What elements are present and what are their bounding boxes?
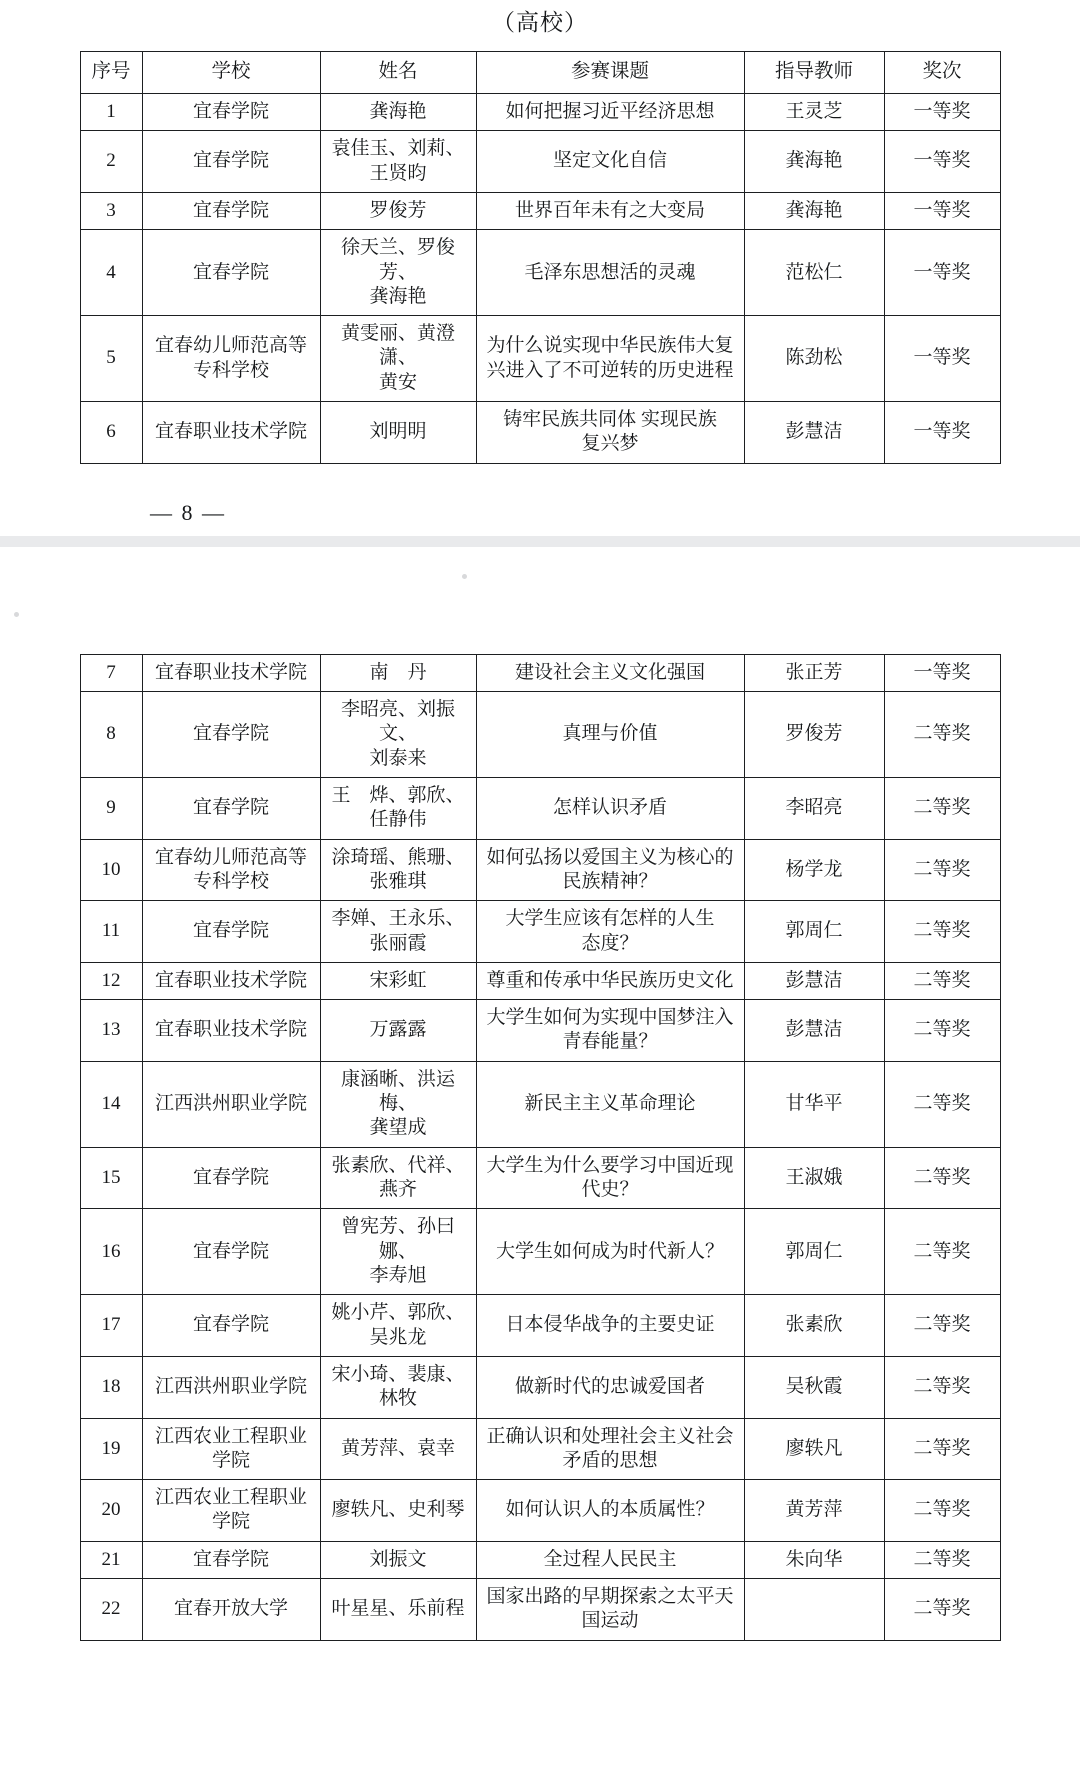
page-title: （高校） xyxy=(492,10,588,35)
table-row xyxy=(80,1418,1000,1480)
column-header-school: 学校 xyxy=(142,52,320,94)
cell-name: 徐天兰、罗俊芳、 龚海艳 xyxy=(320,230,476,316)
cell-topic: 铸牢民族共同体 实现民族 复兴梦 xyxy=(476,402,744,464)
table-row xyxy=(80,1295,1000,1357)
cell-index: 21 xyxy=(80,1541,142,1578)
cell-award: 二等奖 xyxy=(884,1295,1000,1357)
cell-index: 13 xyxy=(80,1000,142,1062)
cell-name: 李婵、王永乐、 张丽霞 xyxy=(320,901,476,963)
cell-award: 二等奖 xyxy=(884,839,1000,901)
cell-teacher: 张素欣 xyxy=(744,1295,884,1357)
cell-award: 二等奖 xyxy=(884,1147,1000,1209)
cell-school: 宜春学院 xyxy=(142,692,320,778)
cell-index: 1 xyxy=(80,93,142,130)
table-row xyxy=(80,1480,1000,1542)
cell-topic: 毛泽东思想活的灵魂 xyxy=(476,230,744,316)
scan-separator xyxy=(0,526,1080,644)
table-row xyxy=(80,901,1000,963)
scan-speck xyxy=(462,574,467,579)
cell-index: 5 xyxy=(80,316,142,402)
cell-topic: 新民主主义革命理论 xyxy=(476,1061,744,1147)
cell-teacher: 甘华平 xyxy=(744,1061,884,1147)
cell-name: 黄雯丽、黄澄潇、 黄安 xyxy=(320,316,476,402)
table-row xyxy=(80,131,1000,193)
cell-index: 19 xyxy=(80,1418,142,1480)
cell-name: 袁佳玉、刘莉、 王贤昀 xyxy=(320,131,476,193)
cell-topic: 如何弘扬以爱国主义为核心的 民族精神？ xyxy=(476,839,744,901)
cell-award: 二等奖 xyxy=(884,901,1000,963)
cell-teacher: 吴秋霞 xyxy=(744,1356,884,1418)
cell-school: 宜春幼儿师范高等 专科学校 xyxy=(142,316,320,402)
award-table-part1 xyxy=(80,51,1001,464)
cell-name: 万露露 xyxy=(320,1000,476,1062)
cell-topic: 如何认识人的本质属性？ xyxy=(476,1480,744,1542)
cell-topic: 坚定文化自信 xyxy=(476,131,744,193)
cell-topic: 全过程人民民主 xyxy=(476,1541,744,1578)
cell-name: 罗俊芳 xyxy=(320,192,476,229)
table-row xyxy=(80,402,1000,464)
cell-teacher: 陈劲松 xyxy=(744,316,884,402)
cell-name: 康涵晰、洪运梅、 龚望成 xyxy=(320,1061,476,1147)
cell-index: 17 xyxy=(80,1295,142,1357)
cell-award: 二等奖 xyxy=(884,1356,1000,1418)
cell-topic: 怎样认识矛盾 xyxy=(476,777,744,839)
cell-index: 18 xyxy=(80,1356,142,1418)
table-row xyxy=(80,316,1000,402)
cell-name: 宋小琦、裴康、 林牧 xyxy=(320,1356,476,1418)
cell-index: 3 xyxy=(80,192,142,229)
cell-award: 二等奖 xyxy=(884,962,1000,999)
cell-topic: 为什么说实现中华民族伟大复 兴进入了不可逆转的历史进程 xyxy=(476,316,744,402)
cell-name: 刘振文 xyxy=(320,1541,476,1578)
cell-name: 刘明明 xyxy=(320,402,476,464)
cell-award: 二等奖 xyxy=(884,1579,1000,1641)
cell-name: 曾宪芳、孙曰娜、 李寿旭 xyxy=(320,1209,476,1295)
cell-teacher: 王灵芝 xyxy=(744,93,884,130)
table-header-row xyxy=(80,52,1000,94)
cell-teacher: 彭慧洁 xyxy=(744,1000,884,1062)
cell-school: 宜春幼儿师范高等 专科学校 xyxy=(142,839,320,901)
cell-index: 2 xyxy=(80,131,142,193)
cell-name: 南 丹 xyxy=(320,654,476,691)
cell-teacher: 王淑娥 xyxy=(744,1147,884,1209)
cell-index: 8 xyxy=(80,692,142,778)
cell-name: 宋彩虹 xyxy=(320,962,476,999)
cell-award: 二等奖 xyxy=(884,1000,1000,1062)
cell-teacher: 龚海艳 xyxy=(744,192,884,229)
cell-topic: 建设社会主义文化强国 xyxy=(476,654,744,691)
table-row xyxy=(80,93,1000,130)
table-row xyxy=(80,1356,1000,1418)
cell-teacher: 李昭亮 xyxy=(744,777,884,839)
table-row xyxy=(80,654,1000,691)
table-row xyxy=(80,192,1000,229)
table-row xyxy=(80,230,1000,316)
cell-teacher: 黄芳萍 xyxy=(744,1480,884,1542)
cell-award: 二等奖 xyxy=(884,1480,1000,1542)
cell-topic: 国家出路的早期探索之太平天 国运动 xyxy=(476,1579,744,1641)
column-header-topic: 参赛课题 xyxy=(476,52,744,94)
cell-award: 一等奖 xyxy=(884,654,1000,691)
cell-school: 宜春学院 xyxy=(142,192,320,229)
cell-teacher: 杨学龙 xyxy=(744,839,884,901)
table-row xyxy=(80,1209,1000,1295)
cell-name: 张素欣、代祥、 燕齐 xyxy=(320,1147,476,1209)
cell-teacher: 罗俊芳 xyxy=(744,692,884,778)
cell-index: 14 xyxy=(80,1061,142,1147)
cell-school: 宜春职业技术学院 xyxy=(142,654,320,691)
cell-award: 二等奖 xyxy=(884,777,1000,839)
cell-topic: 真理与价值 xyxy=(476,692,744,778)
cell-name: 黄芳萍、袁幸 xyxy=(320,1418,476,1480)
cell-topic: 正确认识和处理社会主义社会 矛盾的思想 xyxy=(476,1418,744,1480)
cell-award: 二等奖 xyxy=(884,1418,1000,1480)
cell-school: 宜春学院 xyxy=(142,1209,320,1295)
page-number: — 8 — xyxy=(150,499,226,525)
cell-school: 宜春学院 xyxy=(142,93,320,130)
cell-school: 宜春职业技术学院 xyxy=(142,1000,320,1062)
cell-award: 一等奖 xyxy=(884,402,1000,464)
table-row xyxy=(80,1541,1000,1578)
cell-index: 16 xyxy=(80,1209,142,1295)
award-table-part2 xyxy=(80,654,1001,1641)
cell-school: 宜春开放大学 xyxy=(142,1579,320,1641)
cell-teacher: 廖轶凡 xyxy=(744,1418,884,1480)
scan-sheet-top xyxy=(0,0,1080,526)
cell-index: 15 xyxy=(80,1147,142,1209)
cell-award: 一等奖 xyxy=(884,192,1000,229)
cell-index: 11 xyxy=(80,901,142,963)
cell-index: 4 xyxy=(80,230,142,316)
cell-topic: 大学生应该有怎样的人生 态度？ xyxy=(476,901,744,963)
column-header-index: 序号 xyxy=(80,52,142,94)
table-row xyxy=(80,962,1000,999)
column-header-teacher: 指导教师 xyxy=(744,52,884,94)
cell-index: 6 xyxy=(80,402,142,464)
cell-teacher: 朱向华 xyxy=(744,1541,884,1578)
cell-topic: 大学生如何成为时代新人？ xyxy=(476,1209,744,1295)
cell-award: 二等奖 xyxy=(884,1061,1000,1147)
column-header-name: 姓名 xyxy=(320,52,476,94)
cell-teacher: 范松仁 xyxy=(744,230,884,316)
table-row xyxy=(80,1147,1000,1209)
cell-award: 一等奖 xyxy=(884,230,1000,316)
cell-index: 20 xyxy=(80,1480,142,1542)
cell-award: 二等奖 xyxy=(884,1209,1000,1295)
cell-school: 宜春学院 xyxy=(142,131,320,193)
scan-band xyxy=(0,536,1080,547)
cell-school: 宜春学院 xyxy=(142,1295,320,1357)
cell-teacher: 郭周仁 xyxy=(744,1209,884,1295)
cell-teacher: 郭周仁 xyxy=(744,901,884,963)
cell-school: 江西洪州职业学院 xyxy=(142,1061,320,1147)
cell-school: 宜春学院 xyxy=(142,1147,320,1209)
cell-name: 姚小芹、郭欣、 吴兆龙 xyxy=(320,1295,476,1357)
cell-topic: 做新时代的忠诚爱国者 xyxy=(476,1356,744,1418)
cell-index: 10 xyxy=(80,839,142,901)
cell-award: 一等奖 xyxy=(884,131,1000,193)
cell-name: 叶星星、乐前程 xyxy=(320,1579,476,1641)
cell-school: 江西农业工程职业 学院 xyxy=(142,1480,320,1542)
cell-name: 龚海艳 xyxy=(320,93,476,130)
cell-topic: 日本侵华战争的主要史证 xyxy=(476,1295,744,1357)
cell-index: 22 xyxy=(80,1579,142,1641)
scan-speck xyxy=(14,612,19,617)
cell-school: 宜春学院 xyxy=(142,777,320,839)
cell-topic: 世界百年未有之大变局 xyxy=(476,192,744,229)
cell-teacher: 龚海艳 xyxy=(744,131,884,193)
cell-name: 涂琦瑶、熊珊、 张雅琪 xyxy=(320,839,476,901)
cell-teacher: 彭慧洁 xyxy=(744,402,884,464)
cell-school: 江西洪州职业学院 xyxy=(142,1356,320,1418)
table-row xyxy=(80,839,1000,901)
cell-school: 宜春学院 xyxy=(142,901,320,963)
cell-teacher: 彭慧洁 xyxy=(744,962,884,999)
cell-name: 王 烨、郭欣、 任静伟 xyxy=(320,777,476,839)
cell-school: 宜春职业技术学院 xyxy=(142,402,320,464)
table-row xyxy=(80,1579,1000,1641)
cell-name: 廖轶凡、史利琴 xyxy=(320,1480,476,1542)
cell-school: 宜春职业技术学院 xyxy=(142,962,320,999)
cell-award: 一等奖 xyxy=(884,316,1000,402)
cell-topic: 大学生为什么要学习中国近现 代史？ xyxy=(476,1147,744,1209)
table-row xyxy=(80,1000,1000,1062)
scan-sheet-bottom xyxy=(0,644,1080,1641)
table-row xyxy=(80,777,1000,839)
cell-index: 9 xyxy=(80,777,142,839)
cell-award: 二等奖 xyxy=(884,1541,1000,1578)
table-row xyxy=(80,692,1000,778)
cell-name: 李昭亮、刘振文、 刘泰来 xyxy=(320,692,476,778)
cell-index: 12 xyxy=(80,962,142,999)
table-row xyxy=(80,1061,1000,1147)
column-header-award: 奖次 xyxy=(884,52,1000,94)
cell-topic: 如何把握习近平经济思想 xyxy=(476,93,744,130)
cell-teacher: 张正芳 xyxy=(744,654,884,691)
cell-school: 宜春学院 xyxy=(142,230,320,316)
cell-school: 江西农业工程职业 学院 xyxy=(142,1418,320,1480)
cell-topic: 大学生如何为实现中国梦注入 青春能量？ xyxy=(476,1000,744,1062)
cell-school: 宜春学院 xyxy=(142,1541,320,1578)
cell-topic: 尊重和传承中华民族历史文化 xyxy=(476,962,744,999)
cell-teacher xyxy=(744,1579,884,1641)
cell-award: 一等奖 xyxy=(884,93,1000,130)
cell-award: 二等奖 xyxy=(884,692,1000,778)
cell-index: 7 xyxy=(80,654,142,691)
